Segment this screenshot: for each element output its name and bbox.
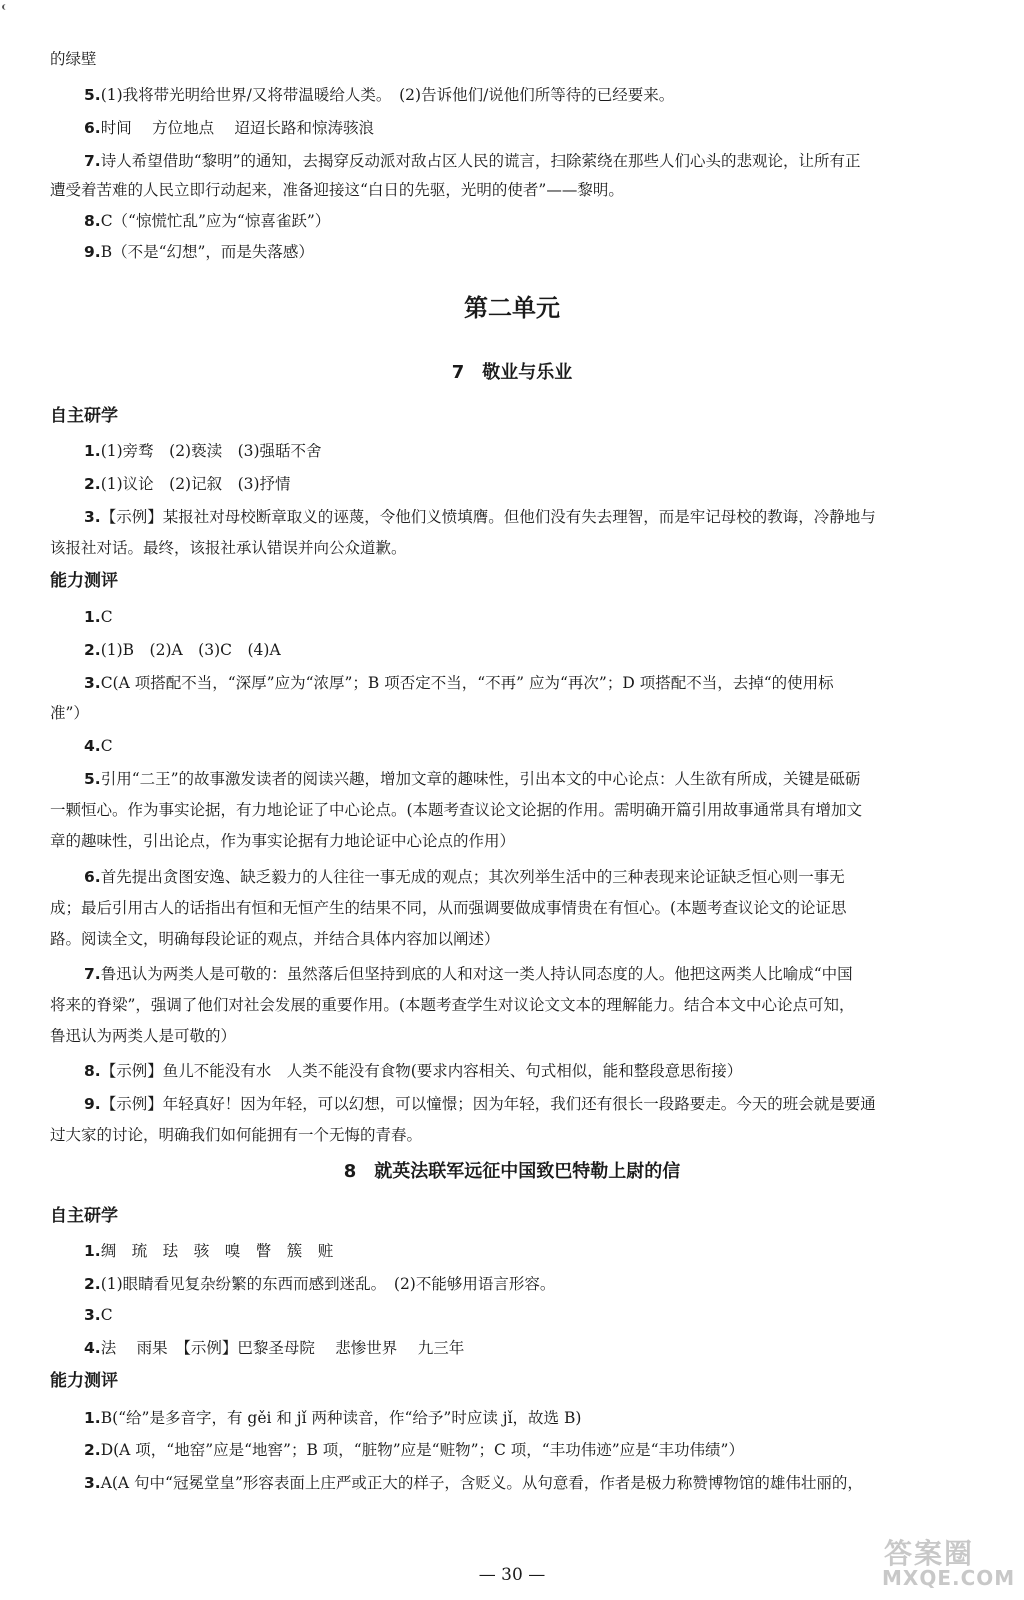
text-line: 该报社对话。最终，该报社承认错误并向公众道歉。 (50, 539, 407, 557)
answer-item: 7.鲁迅认为两类人是可敬的：虽然落后但坚持到底的人和对这一类人持认同态度的人。他把这两类人比喻成“中国 (84, 965, 853, 983)
site-watermark (876, 1532, 1016, 1592)
answer-item: 5.(1)我将带光明给世界/又将带温暖给人类。 (2)告诉他们/说他们所等待的已经要来。 (84, 86, 675, 104)
section-heading: 能力测评 (50, 571, 118, 591)
text-line: 一颗恒心。作为事实论据，有力地论证了中心论点。(本题考查议论文论据的作用。需明确开篇引用故事通常具有增加文 (50, 801, 863, 819)
page-edge-mark (2, 4, 10, 10)
answer-item: 3.C (84, 1306, 113, 1324)
section-heading: 自主研学 (50, 406, 118, 426)
answer-item: 8.C（“惊慌忙乱”应为“惊喜雀跃”） (84, 212, 331, 230)
answer-item: 9.【示例】年轻真好！因为年轻，可以幻想，可以憧憬；因为年轻，我们还有很长一段路要走。今天的班会就是要通 (84, 1095, 876, 1113)
answer-item: 1.C (84, 608, 113, 626)
answer-item: 3.A(A 句中“冠冕堂皇”形容表面上庄严或正大的样子，含贬义。从句意看，作者是极力称赞博物馆的雄伟壮丽的， (84, 1474, 863, 1492)
answer-item: 6.时间 方位地点 迢迢长路和惊涛骇浪 (84, 119, 375, 137)
answer-item: 3.C(A 项搭配不当，“深厚”应为“浓厚”；B 项否定不当，“不再” 应为“再次”；D 项搭配不当，去掉“的使用标 (84, 674, 834, 692)
answer-item: 1.绸 琉 珐 骇 嗅 瞥 簇 赃 (84, 1242, 334, 1260)
text-line: 章的趣味性，引出论点，作为事实论据有力地论证中心论点的作用） (50, 832, 516, 850)
watermark-url: MXQE.COM (882, 1566, 1016, 1590)
answer-item: 2.(1)议论 (2)记叙 (3)抒情 (84, 475, 291, 493)
watermark-logo-text: 答案圈 (884, 1537, 975, 1570)
answer-item: 7.诗人希望借助“黎明”的通知，去揭穿反动派对敌占区人民的谎言，扫除萦绕在那些人们心头的悲观论，让所有正 (84, 152, 861, 170)
text-line: 遭受着苦难的人民立即行动起来，准备迎接这“白日的先驱，光明的使者”——黎明。 (50, 181, 624, 199)
answer-item: 8.【示例】鱼儿不能没有水 人类不能没有食物(要求内容相关、句式相似，能和整段意思衔接） (84, 1062, 743, 1080)
text-line: 路。阅读全文，明确每段论证的观点，并结合具体内容加以阐述） (50, 930, 500, 948)
answer-item: 1.(1)旁骛 (2)亵渎 (3)强聒不舍 (84, 442, 322, 460)
answer-item: 5.引用“二王”的故事激发读者的阅读兴趣，增加文章的趣味性，引出本文的中心论点：人生欲有所成，关键是砥砺 (84, 770, 861, 788)
lesson-title: 8 就英法联军远征中国致巴特勒上尉的信 (343, 1161, 681, 1182)
page-number: — 30 — (478, 1565, 546, 1585)
answer-item: 3.【示例】某报社对母校断章取义的诬蔑，令他们义愤填膺。但他们没有失去理智，而是牢记母校的教诲，冷静地与 (84, 508, 876, 526)
answer-item: 2.D(A 项，“地窑”应是“地窖”；B 项，“脏物”应是“赃物”；C 项，“丰功伟迹”应是“丰功伟绩”） (84, 1441, 744, 1459)
answer-item: 1.B(“给”是多音字，有 gěi 和 jǐ 两种读音，作“给予”时应读 jǐ，故选 B) (84, 1409, 582, 1427)
answer-item: 2.(1)眼睛看见复杂纷繁的东西而感到迷乱。 (2)不能够用语言形容。 (84, 1275, 556, 1293)
answer-item: 4.C (84, 737, 113, 755)
text-line: 成；最后引用古人的话指出有恒和无恒产生的结果不同，从而强调要做成事情贵在有恒心。(本题考查议论文的论证思 (50, 899, 847, 917)
unit-title: 第二单元 (464, 294, 560, 322)
section-heading: 能力测评 (50, 1371, 118, 1391)
lesson-title: 7 敬业与乐业 (451, 362, 573, 383)
answer-item: 9.B（不是“幻想”，而是失落感） (84, 243, 314, 261)
section-heading: 自主研学 (50, 1206, 118, 1226)
text-line: 过大家的讨论，明确我们如何能拥有一个无悔的青春。 (50, 1126, 423, 1144)
text-line: 准”） (50, 704, 89, 722)
answer-item: 2.(1)B (2)A (3)C (4)A (84, 641, 281, 659)
answer-item: 4.法 雨果 【示例】巴黎圣母院 悲惨世界 九三年 (84, 1339, 465, 1357)
text-line: 将来的脊梁”，强调了他们对社会发展的重要作用。(本题考查学生对议论文文本的理解能力。结合本文中心论点可知， (50, 996, 855, 1014)
text-line: 的绿壁 (50, 50, 97, 68)
text-line: 鲁迅认为两类人是可敬的） (50, 1027, 237, 1045)
answer-item: 6.首先提出贪图安逸、缺乏毅力的人往往一事无成的观点；其次列举生活中的三种表现来论证缺乏恒心则一事无 (84, 868, 845, 886)
